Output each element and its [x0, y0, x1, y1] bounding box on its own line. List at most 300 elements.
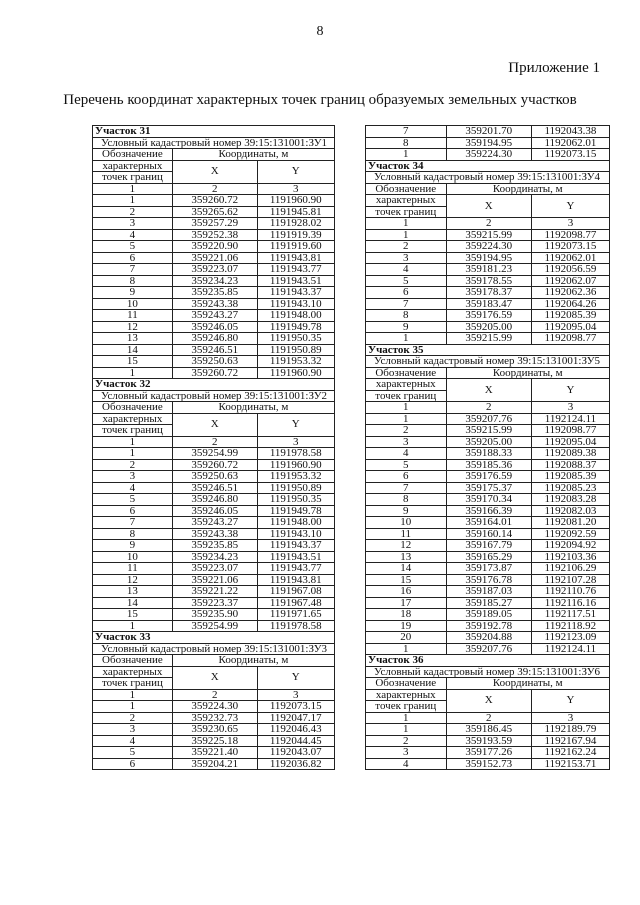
- designation-header-sub: точек границ: [93, 425, 173, 437]
- point-number: 9: [366, 505, 447, 517]
- cadastral-row: [93, 643, 335, 655]
- table-row: [93, 563, 335, 575]
- coordinate-x: 359221.06: [172, 574, 257, 586]
- table-row: [366, 459, 610, 471]
- table-row: [366, 241, 610, 253]
- coordinates-header: Координаты, м: [446, 678, 609, 690]
- table-row: [366, 471, 610, 483]
- point-number: 1: [93, 701, 173, 713]
- coordinate-x: 359250.63: [172, 356, 257, 368]
- coordinate-y: 1191967.48: [257, 597, 334, 609]
- table-row: [93, 609, 335, 621]
- table-row: [93, 310, 335, 322]
- coordinate-y: 1191950.35: [257, 333, 334, 345]
- coordinate-x: 359235.90: [172, 609, 257, 621]
- header-row: [366, 367, 610, 379]
- coordinate-x: 359204.88: [446, 632, 531, 644]
- coordinate-x: 359167.79: [446, 540, 531, 552]
- coordinate-y: 1191919.60: [257, 241, 334, 253]
- coordinate-x: 359204.21: [172, 758, 257, 770]
- coordinate-y: 1191943.37: [257, 287, 334, 299]
- coordinate-x: 359165.29: [446, 551, 531, 563]
- point-number: 3: [366, 747, 447, 759]
- column-number: 2: [446, 712, 531, 724]
- column-number: 1: [93, 183, 173, 195]
- coordinate-y: 1191943.10: [257, 528, 334, 540]
- point-number: 6: [366, 287, 447, 299]
- coordinate-x: 359265.62: [172, 206, 257, 218]
- coordinate-x: 359215.99: [446, 333, 531, 345]
- parcel-title: Участок 32: [93, 379, 335, 391]
- coordinate-y: 1192088.37: [531, 459, 609, 471]
- point-number: 14: [93, 597, 173, 609]
- table-row: [93, 252, 335, 264]
- coordinate-y: 1192162.24: [531, 747, 609, 759]
- header-row: [93, 160, 335, 172]
- table-row: [93, 528, 335, 540]
- coordinate-x: 359160.14: [446, 528, 531, 540]
- coordinate-y: 1192116.16: [531, 597, 609, 609]
- column-number: 1: [93, 436, 173, 448]
- point-number: 9: [93, 287, 173, 299]
- point-number: 4: [366, 758, 447, 770]
- point-number: 19: [366, 620, 447, 632]
- point-number: 1: [93, 195, 173, 207]
- coordinates-table-left: [92, 125, 335, 770]
- column-number-row: [93, 436, 335, 448]
- coordinate-x: 359194.95: [446, 252, 531, 264]
- coordinate-y: 1192047.17: [257, 712, 334, 724]
- coordinate-x: 359207.76: [446, 643, 531, 655]
- x-header: X: [446, 689, 531, 712]
- table-row: [366, 448, 610, 460]
- coordinate-y: 1191978.58: [257, 448, 334, 460]
- coordinate-y: 1192098.77: [531, 229, 609, 241]
- point-number: 4: [93, 735, 173, 747]
- coordinate-x: 359221.40: [172, 747, 257, 759]
- designation-header: Обозначение: [93, 402, 173, 414]
- column-number: 3: [257, 183, 334, 195]
- table-row: [93, 724, 335, 736]
- coordinate-y: 1192095.04: [531, 321, 609, 333]
- coordinate-y: 1192073.15: [531, 149, 609, 161]
- coordinates-table-right: [365, 125, 610, 770]
- coordinate-y: 1192107.28: [531, 574, 609, 586]
- table-row: [93, 505, 335, 517]
- point-number: 3: [93, 724, 173, 736]
- coordinate-y: 1191948.00: [257, 517, 334, 529]
- coordinate-y: 1191919.39: [257, 229, 334, 241]
- coordinate-x: 359188.33: [446, 448, 531, 460]
- coordinate-x: 359235.85: [172, 540, 257, 552]
- coordinate-y: 1192073.15: [257, 701, 334, 713]
- coordinate-y: 1191943.37: [257, 540, 334, 552]
- table-row: [366, 264, 610, 276]
- column-number: 1: [93, 689, 173, 701]
- table-row: [93, 344, 335, 356]
- coordinate-y: 1192036.82: [257, 758, 334, 770]
- designation-header: Обозначение: [366, 367, 447, 379]
- table-row: [366, 724, 610, 736]
- table-row: [93, 482, 335, 494]
- x-header: X: [446, 379, 531, 402]
- column-number-row: [93, 689, 335, 701]
- y-header: Y: [531, 689, 609, 712]
- parcel-title: Участок 35: [366, 344, 610, 356]
- column-number: 2: [446, 218, 531, 230]
- coordinate-y: 1192085.23: [531, 482, 609, 494]
- column-number: 1: [366, 218, 447, 230]
- cadastral-row: [93, 137, 335, 149]
- point-number: 3: [366, 436, 447, 448]
- coordinate-y: 1192094.92: [531, 540, 609, 552]
- point-number: 20: [366, 632, 447, 644]
- coordinate-x: 359176.78: [446, 574, 531, 586]
- coordinate-x: 359254.99: [172, 620, 257, 632]
- table-row: [93, 620, 335, 632]
- parcel-title-row: [93, 126, 335, 138]
- coordinate-y: 1192095.04: [531, 436, 609, 448]
- coordinate-y: 1192110.76: [531, 586, 609, 598]
- coordinates-header: Координаты, м: [172, 402, 334, 414]
- table-row: [93, 206, 335, 218]
- designation-header-sub: точек границ: [93, 172, 173, 184]
- coordinate-y: 1191943.77: [257, 264, 334, 276]
- designation-header-sub: характерных: [366, 195, 447, 207]
- point-number: 17: [366, 597, 447, 609]
- point-number: 13: [93, 586, 173, 598]
- column-number-row: [366, 218, 610, 230]
- parcel-title-row: [93, 379, 335, 391]
- header-row: [366, 689, 610, 701]
- column-number: 2: [172, 689, 257, 701]
- table-row: [93, 264, 335, 276]
- column-number: 3: [257, 436, 334, 448]
- appendix-label: Приложение 1: [508, 60, 600, 76]
- point-number: 2: [366, 735, 447, 747]
- parcel-title: Участок 34: [366, 160, 610, 172]
- table-row: [366, 494, 610, 506]
- coordinate-x: 359232.73: [172, 712, 257, 724]
- point-number: 4: [93, 482, 173, 494]
- coordinate-y: 1191945.81: [257, 206, 334, 218]
- designation-header-sub: характерных: [93, 413, 173, 425]
- parcel-title-row: [366, 655, 610, 667]
- point-number: 8: [366, 137, 447, 149]
- header-row: [93, 413, 335, 425]
- coordinate-y: 1192044.45: [257, 735, 334, 747]
- point-number: 5: [366, 275, 447, 287]
- coordinate-y: 1192106.29: [531, 563, 609, 575]
- coordinate-y: 1192123.09: [531, 632, 609, 644]
- coordinate-x: 359178.37: [446, 287, 531, 299]
- left-column: [92, 125, 335, 770]
- coordinate-x: 359164.01: [446, 517, 531, 529]
- coordinate-x: 359224.30: [172, 701, 257, 713]
- point-number: 13: [93, 333, 173, 345]
- coordinate-y: 1191971.65: [257, 609, 334, 621]
- coordinate-x: 359260.72: [172, 459, 257, 471]
- coordinate-y: 1192046.43: [257, 724, 334, 736]
- parcel-title: Участок 33: [93, 632, 335, 644]
- coordinate-x: 359235.85: [172, 287, 257, 299]
- point-number: 15: [93, 609, 173, 621]
- coordinate-y: 1191943.51: [257, 275, 334, 287]
- point-number: 5: [93, 747, 173, 759]
- table-row: [93, 287, 335, 299]
- point-number: 8: [93, 528, 173, 540]
- point-number: 3: [93, 218, 173, 230]
- table-row: [93, 218, 335, 230]
- point-number: 2: [366, 425, 447, 437]
- cadastral-number: Условный кадастровый номер 39:15:131001:ЗУ3: [93, 643, 335, 655]
- designation-header: Обозначение: [93, 149, 173, 161]
- coordinate-x: 359252.38: [172, 229, 257, 241]
- designation-header-sub: точек границ: [93, 678, 173, 690]
- point-number: 15: [93, 356, 173, 368]
- coordinate-x: 359246.80: [172, 333, 257, 345]
- header-row: [366, 195, 610, 207]
- coordinate-x: 359186.45: [446, 724, 531, 736]
- coordinate-x: 359246.05: [172, 505, 257, 517]
- coordinate-x: 359175.37: [446, 482, 531, 494]
- cadastral-number: Условный кадастровый номер 39:15:131001:ЗУ6: [366, 666, 610, 678]
- column-number-row: [93, 183, 335, 195]
- coordinate-y: 1192056.59: [531, 264, 609, 276]
- coordinate-y: 1191950.89: [257, 344, 334, 356]
- parcel-title: Участок 36: [366, 655, 610, 667]
- column-number: 3: [531, 402, 609, 414]
- point-number: 1: [366, 333, 447, 345]
- coordinate-y: 1192085.39: [531, 471, 609, 483]
- coordinate-y: 1191949.78: [257, 505, 334, 517]
- table-row: [366, 620, 610, 632]
- coordinate-x: 359223.07: [172, 563, 257, 575]
- point-number: 8: [366, 310, 447, 322]
- coordinate-x: 359152.73: [446, 758, 531, 770]
- coordinate-x: 359230.65: [172, 724, 257, 736]
- point-number: 7: [366, 298, 447, 310]
- point-number: 6: [93, 252, 173, 264]
- coordinate-x: 359177.26: [446, 747, 531, 759]
- cadastral-number: Условный кадастровый номер 39:15:131001:ЗУ5: [366, 356, 610, 368]
- coordinate-x: 359192.78: [446, 620, 531, 632]
- coordinate-y: 1192098.77: [531, 333, 609, 345]
- designation-header-sub: характерных: [93, 160, 173, 172]
- coordinate-x: 359201.70: [446, 126, 531, 138]
- table-row: [93, 597, 335, 609]
- table-row: [93, 517, 335, 529]
- point-number: 9: [366, 321, 447, 333]
- column-number-row: [366, 402, 610, 414]
- page-number: 8: [316, 24, 324, 39]
- point-number: 18: [366, 609, 447, 621]
- point-number: 5: [93, 241, 173, 253]
- column-number: 1: [366, 402, 447, 414]
- coordinate-x: 359185.27: [446, 597, 531, 609]
- coordinate-x: 359257.29: [172, 218, 257, 230]
- table-row: [93, 448, 335, 460]
- coordinate-y: 1192118.92: [531, 620, 609, 632]
- point-number: 8: [366, 494, 447, 506]
- cadastral-row: [366, 666, 610, 678]
- coordinate-x: 359223.07: [172, 264, 257, 276]
- point-number: 11: [366, 528, 447, 540]
- coordinates-header: Координаты, м: [172, 149, 334, 161]
- designation-header-sub: точек границ: [366, 390, 447, 402]
- point-number: 4: [366, 448, 447, 460]
- coordinate-y: 1191950.35: [257, 494, 334, 506]
- table-row: [366, 413, 610, 425]
- point-number: 14: [366, 563, 447, 575]
- coordinate-x: 359194.95: [446, 137, 531, 149]
- point-number: 12: [93, 574, 173, 586]
- coordinate-y: 1192082.03: [531, 505, 609, 517]
- cadastral-number: Условный кадастровый номер 39:15:131001:ЗУ1: [93, 137, 335, 149]
- table-row: [366, 333, 610, 345]
- coordinate-x: 359254.99: [172, 448, 257, 460]
- header-row: [93, 402, 335, 414]
- table-row: [93, 712, 335, 724]
- point-number: 5: [93, 494, 173, 506]
- point-number: 12: [93, 321, 173, 333]
- table-row: [93, 758, 335, 770]
- coordinate-x: 359234.23: [172, 551, 257, 563]
- coordinate-x: 359215.99: [446, 229, 531, 241]
- coordinate-y: 1192167.94: [531, 735, 609, 747]
- coordinate-y: 1191978.58: [257, 620, 334, 632]
- coordinate-x: 359243.27: [172, 517, 257, 529]
- y-header: Y: [257, 160, 334, 183]
- coordinate-y: 1192043.07: [257, 747, 334, 759]
- x-header: X: [172, 666, 257, 689]
- table-row: [366, 540, 610, 552]
- table-row: [93, 735, 335, 747]
- point-number: 1: [93, 448, 173, 460]
- header-row: [366, 678, 610, 690]
- point-number: 12: [366, 540, 447, 552]
- coordinate-y: 1192081.20: [531, 517, 609, 529]
- parcel-title: Участок 31: [93, 126, 335, 138]
- coordinate-x: 359243.38: [172, 528, 257, 540]
- coordinate-x: 359205.00: [446, 321, 531, 333]
- coordinate-x: 359260.72: [172, 195, 257, 207]
- coordinate-y: 1192124.11: [531, 643, 609, 655]
- coordinate-y: 1191953.32: [257, 471, 334, 483]
- table-row: [366, 126, 610, 138]
- column-number: 1: [366, 712, 447, 724]
- cadastral-number: Условный кадастровый номер 39:15:131001:ЗУ2: [93, 390, 335, 402]
- coordinate-x: 359246.05: [172, 321, 257, 333]
- point-number: 5: [366, 459, 447, 471]
- table-row: [366, 321, 610, 333]
- coordinate-y: 1192062.07: [531, 275, 609, 287]
- coordinate-y: 1192073.15: [531, 241, 609, 253]
- coordinate-y: 1191960.90: [257, 195, 334, 207]
- coordinate-x: 359178.55: [446, 275, 531, 287]
- coordinate-y: 1192062.36: [531, 287, 609, 299]
- table-row: [93, 241, 335, 253]
- designation-header-sub: точек границ: [366, 206, 447, 218]
- coordinate-x: 359234.23: [172, 275, 257, 287]
- coordinate-y: 1191943.51: [257, 551, 334, 563]
- table-row: [366, 149, 610, 161]
- coordinate-x: 359246.51: [172, 344, 257, 356]
- table-row: [93, 586, 335, 598]
- table-row: [366, 229, 610, 241]
- table-row: [366, 609, 610, 621]
- parcel-title-row: [93, 632, 335, 644]
- table-row: [366, 298, 610, 310]
- coordinate-y: 1192062.01: [531, 252, 609, 264]
- table-row: [93, 367, 335, 379]
- point-number: 7: [93, 264, 173, 276]
- coordinate-y: 1191949.78: [257, 321, 334, 333]
- table-row: [93, 471, 335, 483]
- point-number: 16: [366, 586, 447, 598]
- header-row: [93, 149, 335, 161]
- coordinates-header: Координаты, м: [172, 655, 334, 667]
- point-number: 14: [93, 344, 173, 356]
- table-row: [93, 494, 335, 506]
- table-row: [366, 517, 610, 529]
- coordinate-y: 1191960.90: [257, 367, 334, 379]
- designation-header-sub: характерных: [366, 379, 447, 391]
- coordinate-y: 1192189.79: [531, 724, 609, 736]
- point-number: 7: [93, 517, 173, 529]
- point-number: 4: [366, 264, 447, 276]
- point-number: 6: [93, 505, 173, 517]
- cadastral-number: Условный кадастровый номер 39:15:131001:ЗУ4: [366, 172, 610, 184]
- coordinate-y: 1191950.89: [257, 482, 334, 494]
- coordinates-header: Координаты, м: [446, 367, 609, 379]
- coordinate-y: 1191943.77: [257, 563, 334, 575]
- point-number: 1: [366, 413, 447, 425]
- coordinate-y: 1191967.08: [257, 586, 334, 598]
- parcel-title-row: [366, 344, 610, 356]
- point-number: 7: [366, 482, 447, 494]
- table-row: [366, 137, 610, 149]
- table-row: [366, 735, 610, 747]
- point-number: 3: [366, 252, 447, 264]
- table-row: [366, 436, 610, 448]
- table-row: [93, 747, 335, 759]
- table-row: [366, 574, 610, 586]
- right-column: [365, 125, 610, 770]
- coordinate-y: 1192089.38: [531, 448, 609, 460]
- point-number: 1: [366, 229, 447, 241]
- coordinate-x: 359246.80: [172, 494, 257, 506]
- point-number: 2: [93, 459, 173, 471]
- point-number: 13: [366, 551, 447, 563]
- designation-header-sub: характерных: [366, 689, 447, 701]
- header-row: [93, 666, 335, 678]
- coordinate-x: 359243.27: [172, 310, 257, 322]
- coordinate-y: 1192062.01: [531, 137, 609, 149]
- table-row: [366, 643, 610, 655]
- column-number: 3: [531, 218, 609, 230]
- table-row: [93, 574, 335, 586]
- coordinate-x: 359189.05: [446, 609, 531, 621]
- coordinate-x: 359185.36: [446, 459, 531, 471]
- coordinate-x: 359243.38: [172, 298, 257, 310]
- coordinate-x: 359170.34: [446, 494, 531, 506]
- coordinate-x: 359225.18: [172, 735, 257, 747]
- coordinate-x: 359221.22: [172, 586, 257, 598]
- cadastral-row: [366, 172, 610, 184]
- point-number: 7: [366, 126, 447, 138]
- point-number: 10: [93, 551, 173, 563]
